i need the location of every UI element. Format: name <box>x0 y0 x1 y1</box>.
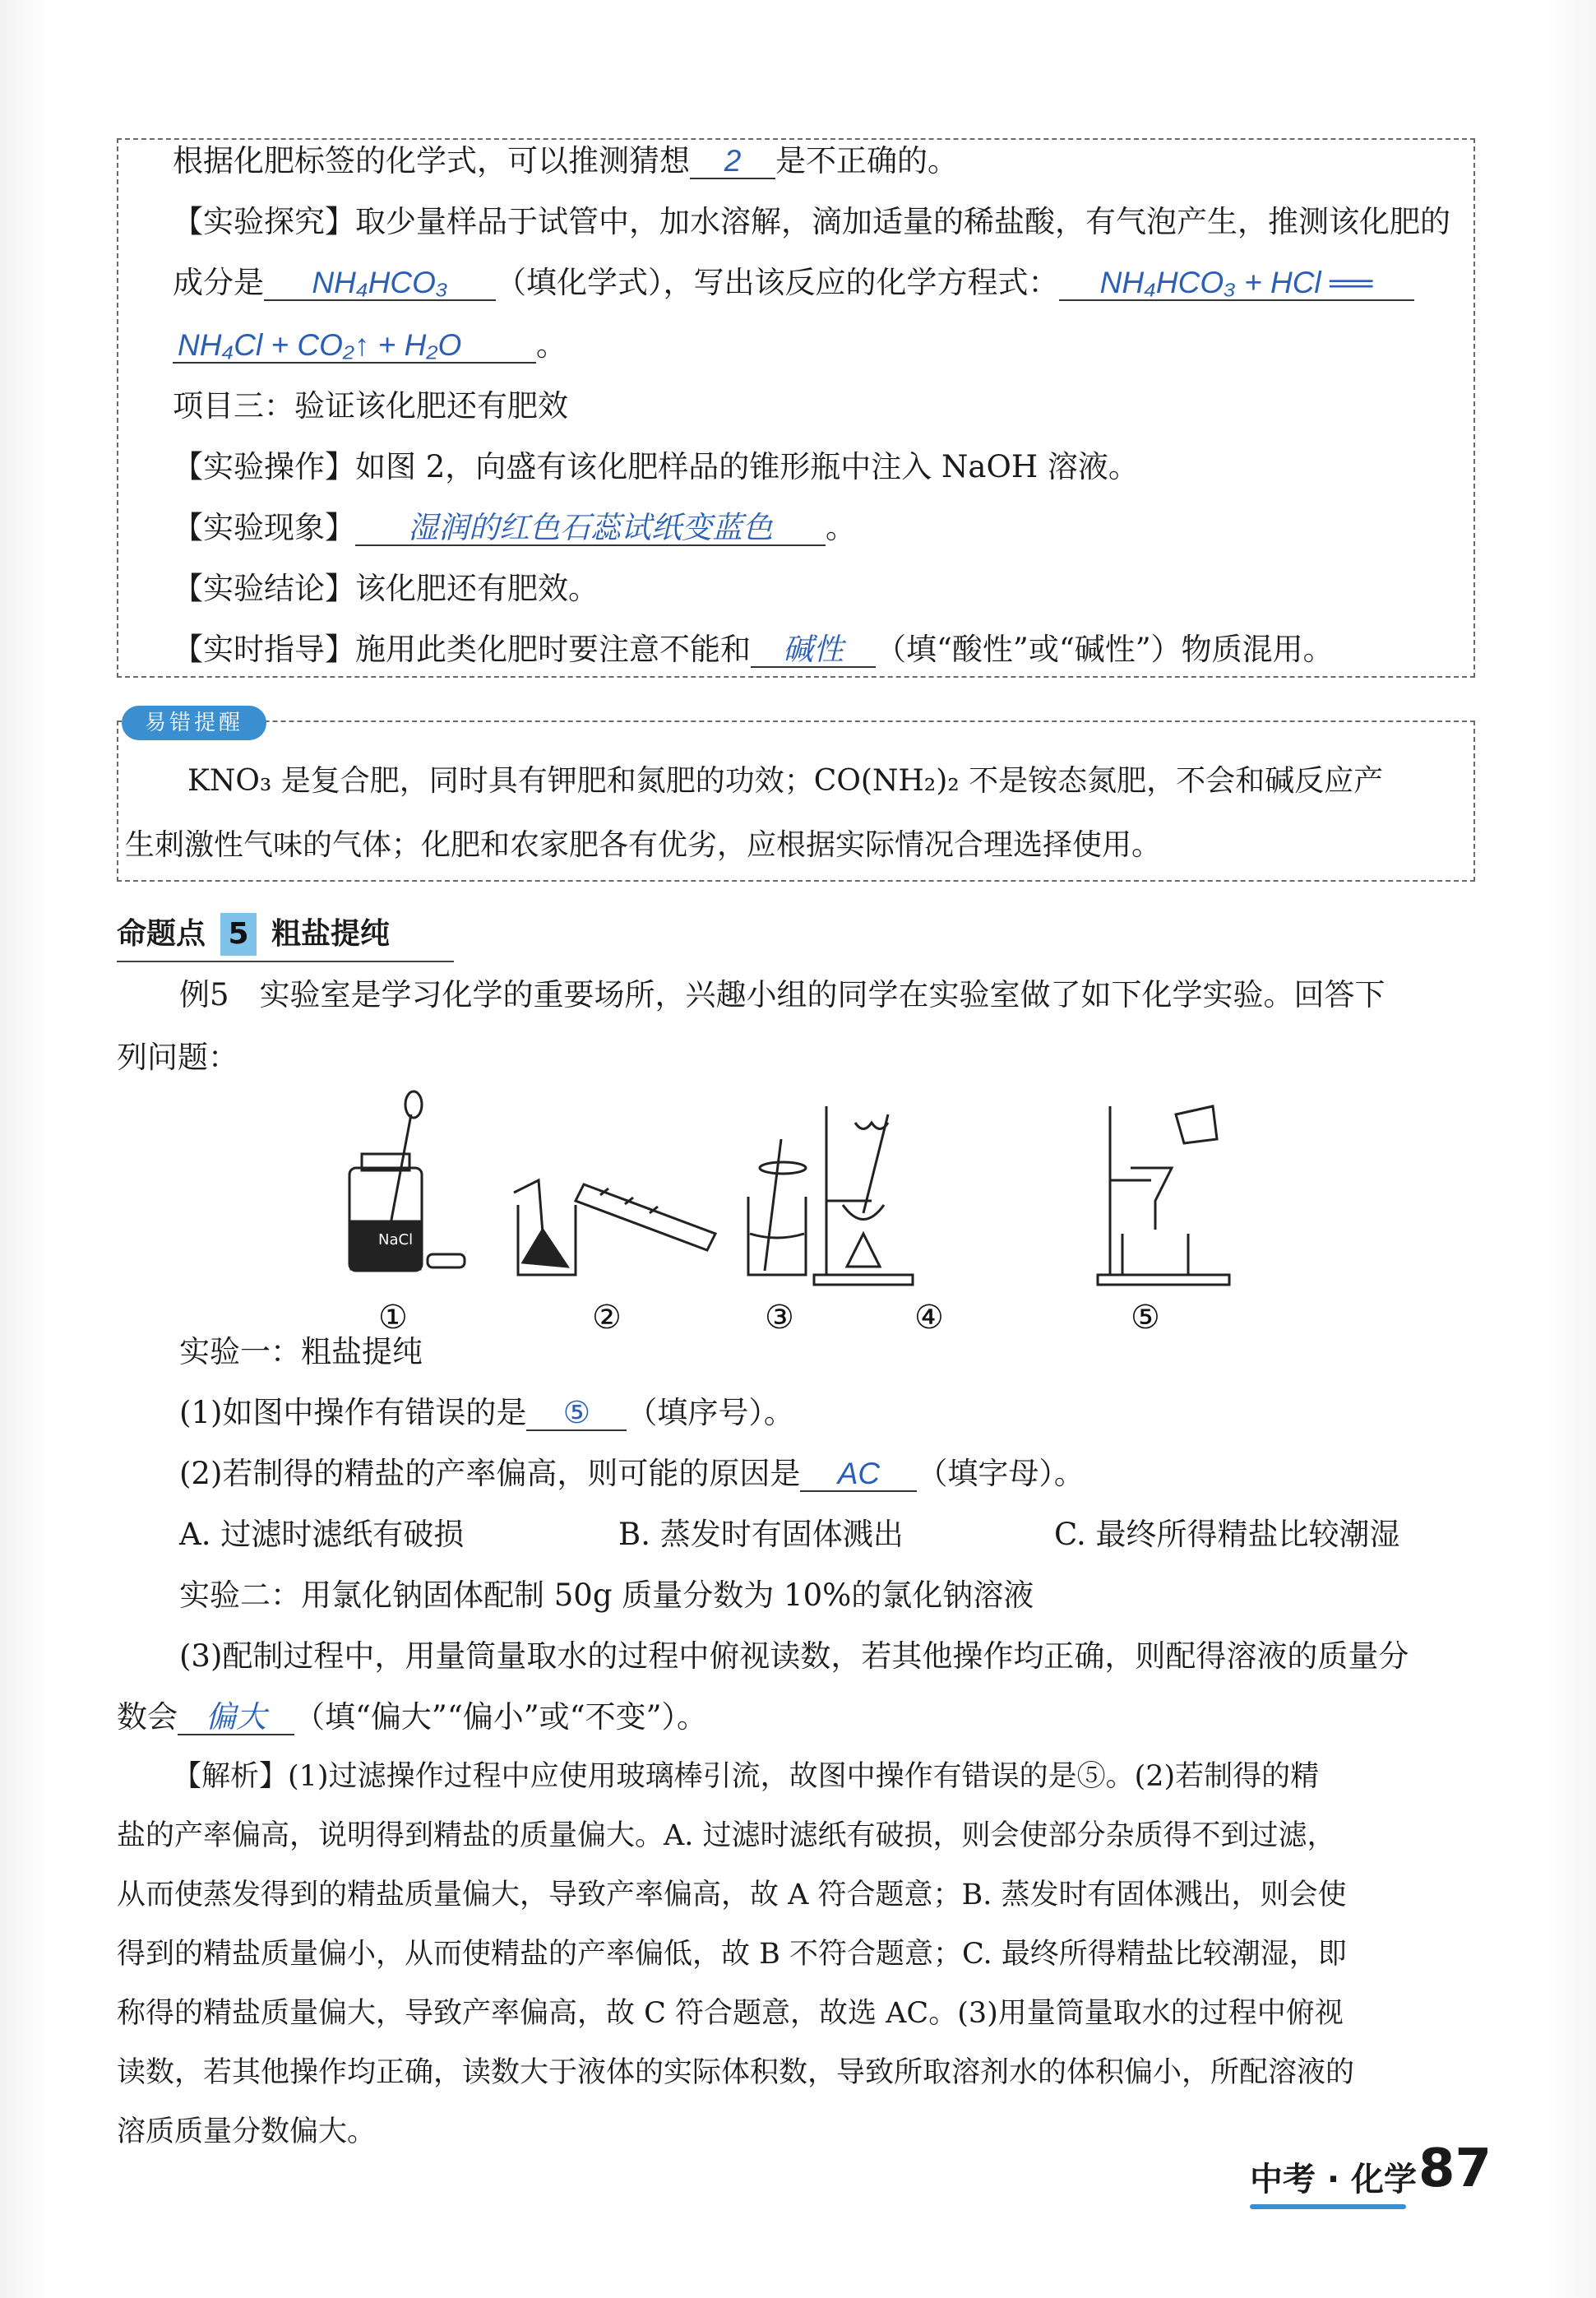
answer-blank: ⑤ <box>526 1397 627 1431</box>
page-number: 87 <box>1418 2138 1492 2199</box>
analysis-line-3: 从而使蒸发得到的精盐质量偏大，导致产率偏高，故 A 符合题意；B. 蒸发时有固体溅出，则会使 <box>117 1879 1347 1911</box>
answer-blank: NH₄HCO₃ <box>264 266 496 301</box>
question-1: (1)如图中操作有错误的是 ⑤ （填序号）。 <box>179 1395 794 1430</box>
box1-line-3: 成分是 NH₄HCO₃ （填化学式），写出该反应的化学方程式： NH₄HCO₃ + HCl ══ <box>173 263 1414 303</box>
tip-line-2: 生刺激性气味的气体；化肥和农家肥各有优劣，应根据实际情况合理选择使用。 <box>125 828 1162 862</box>
example-line-2: 列问题： <box>117 1040 238 1075</box>
answer-blank: NH₄Cl + CO₂↑ + H₂O <box>173 329 536 364</box>
option-c: C. 最终所得精盐比较潮湿 <box>1054 1517 1400 1552</box>
analysis-line-5: 称得的精盐质量偏大，导致产率偏高，故 C 符合题意，故选 AC。(3)用量筒量取水的过程中俯视 <box>117 1997 1344 2030</box>
answer-blank: NH₄HCO₃ + HCl ══ <box>1059 266 1414 301</box>
example-line-1: 例5 实验室是学习化学的重要场所，兴趣小组的同学在实验室做了如下化学实验。回答下 <box>179 977 1386 1012</box>
dissolving-illustration <box>514 1180 715 1275</box>
figure-label-2: ② <box>592 1299 622 1337</box>
figure-label-5: ⑤ <box>1131 1299 1160 1337</box>
analysis-line-4: 得到的精盐质量偏小，从而使精盐的产率偏低，故 B 不符合题意；C. 最终所得精盐比较潮湿，即 <box>117 1938 1347 1971</box>
figure-label-1: ① <box>378 1299 408 1337</box>
analysis-line-6: 读数，若其他操作均正确，读数大于液体的实际体积数，导致所取溶剂水的体积偏小，所配溶液的 <box>117 2056 1355 2089</box>
answer-blank: AC <box>800 1457 917 1492</box>
question-3-line-2: 数会 偏大 （填“偏大”“偏小”或“不变”）。 <box>117 1699 707 1735</box>
option-b: B. 蒸发时有固体溅出 <box>618 1517 904 1552</box>
answer-blank: 湿润的红色石蕊试纸变蓝色 <box>355 512 826 546</box>
experiment-1-heading: 实验一：粗盐提纯 <box>179 1334 423 1369</box>
analysis-line-2: 盐的产率偏高，说明得到精盐的质量偏大。A. 过滤时滤纸有破损，则会使部分杂质得不到过滤， <box>117 1819 1336 1852</box>
section-rule <box>117 961 454 962</box>
box1-line-1: 根据化肥标签的化学式，可以推测猜想 2 是不正确的。 <box>173 143 958 178</box>
section-number: 5 <box>220 913 257 956</box>
figure-label-3: ③ <box>765 1299 794 1337</box>
figure-labels <box>378 1299 1160 1337</box>
evaporation-illustration <box>814 1106 913 1285</box>
footer-subject: 中考 · 化学 <box>1250 2161 1418 2198</box>
experiment-2-heading: 实验二：用氯化钠固体配制 50g 质量分数为 10%的氯化钠溶液 <box>179 1578 1034 1613</box>
answer-blank: 碱性 <box>751 633 876 668</box>
box1-line-4: NH₄Cl + CO₂↑ + H₂O 。 <box>173 326 567 365</box>
apparatus-figure <box>329 1090 1233 1337</box>
question-2: (2)若制得的精盐的产率偏高，则可能的原因是 AC （填字母）。 <box>179 1456 1085 1491</box>
box1-line-5: 项目三：验证该化肥还有肥效 <box>173 388 568 424</box>
jar-label: NaCl <box>378 1231 414 1249</box>
answer-blank: 偏大 <box>178 1701 294 1735</box>
tip-badge: 易错提醒 <box>122 706 266 740</box>
footer-rule <box>1250 2204 1406 2209</box>
figure-label-4: ④ <box>914 1299 944 1337</box>
question-3-line-1: (3)配制过程中，用量筒量取水的过程中俯视读数，若其他操作均正确，则配得溶液的质量分 <box>179 1638 1409 1674</box>
box1-line-6: 【实验操作】如图 2，向盛有该化肥样品的锥形瓶中注入 NaOH 溶液。 <box>173 449 1139 484</box>
analysis-line-1: 【解析】(1)过滤操作过程中应使用玻璃棒引流，故图中操作有错误的是⑤。(2)若制得的精 <box>173 1760 1320 1793</box>
analysis-line-7: 溶质质量分数偏大。 <box>117 2115 377 2148</box>
option-a: A. 过滤时滤纸有破损 <box>179 1517 465 1552</box>
box1-line-2: 【实验探究】取少量样品于试管中，加水溶解，滴加适量的稀盐酸，有气泡产生，推测该化肥的 <box>173 204 1450 239</box>
box1-line-8: 【实验结论】该化肥还有肥效。 <box>173 571 599 606</box>
box1-line-7: 【实验现象】 湿润的红色石蕊试纸变蓝色 。 <box>173 510 856 545</box>
answer-blank: 2 <box>690 145 775 179</box>
tip-line-1: KNO₃ 是复合肥，同时具有钾肥和氮肥的功效；CO(NH₂)₂ 不是铵态氮肥，不会和碱反应产 <box>187 764 1384 798</box>
box1-line-9: 【实时指导】施用此类化肥时要注意不能和 碱性 （填“酸性”或“碱性”）物质混用。 <box>173 632 1334 667</box>
section-header: 命题点 5 粗盐提纯 <box>117 913 390 956</box>
filtration-illustration <box>1098 1106 1229 1285</box>
stirring-illustration <box>748 1139 806 1275</box>
